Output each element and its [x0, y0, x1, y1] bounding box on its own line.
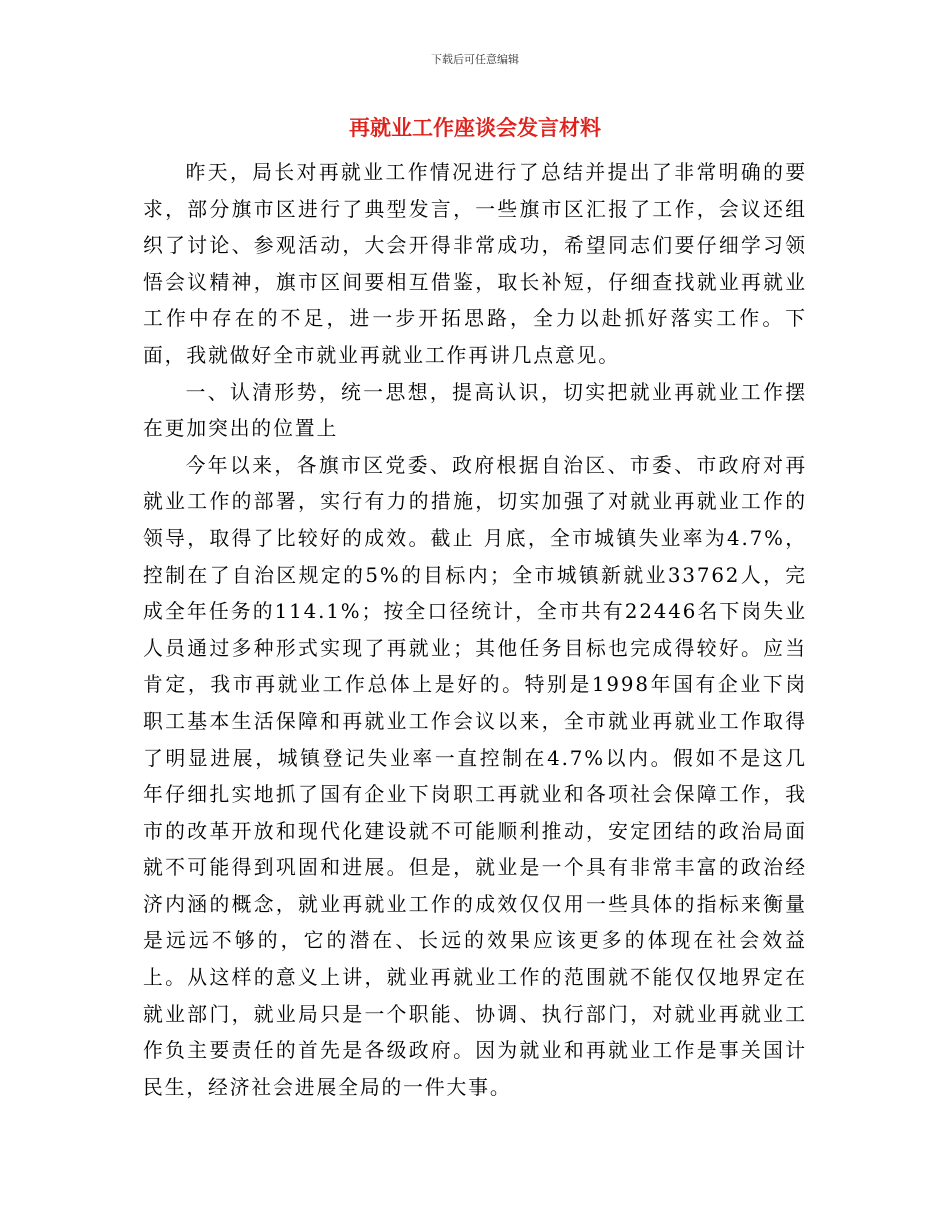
document-body [143, 155, 807, 1106]
paragraph-intro: 昨天，局长对再就业工作情况进行了总结并提出了非常明确的要求，部分旗市区进行了典型发言，一些旗市区汇报了工作，会议还组织了讨论、参观活动，大会开得非常成功，希望同志们要仔细学习领悟会议精神，旗市区间要相互借鉴，取长补短，仔细查找就业再就业工作中存在的不足，进一步开拓思路，全力以赴抓好落实工作。下面，我就做好全市就业再就业工作再讲几点意见。 [143, 161, 807, 367]
paragraph-section-heading: 一、认清形势，统一思想，提高认识，切实把就业再就业工作摆在更加突出的位置上 [143, 380, 807, 441]
paragraph-progress-report: 今年以来，各旗市区党委、政府根据自治区、市委、市政府对再就业工作的部署，实行有力的措施，切实加强了对就业再就业工作的领导，取得了比较好的成效。截止 月底，全市城镇失业率为4.7%，控制在了自治区规定的5%的目标内；全市城镇新就业33762人，完成全年任务的114.1%；按全口径统计，全市共有22446名下岗失业人员通过多种形式实现了再就业；其他任务目标也完成得较好。应当肯定，我市再就业工作总体上是好的。特别是1998年国有企业下岗职工基本生活保障和再就业工作会议以来，全市就业再就业工作取得了明显进展，城镇登记失业率一直控制在4.7%以内。假如不是这几年仔细扎实地抓了国有企业下岗职工再就业和各项社会保障工作，我市的改革开放和现代化建设就不可能顺利推动，安定团结的政治局面就不可能得到巩固和进展。但是，就业是一个具有非常丰富的政治经济内涵的概念，就业再就业工作的成效仅仅用一些具体的指标来衡量是远远不够的，它的潜在、长远的效果应该更多的体现在社会效益上。从这样的意义上讲，就业再就业工作的范围就不能仅仅地界定在就业部门，就业局只是一个职能、协调、执行部门，对就业再就业工作负主要责任的首先是各级政府。因为就业和再就业工作是事关国计民生，经济社会进展全局的一件大事。 [143, 453, 807, 1099]
document-title: 再就业工作座谈会发言材料 [349, 116, 601, 140]
header-note: 下载后可任意编辑 [431, 53, 519, 66]
